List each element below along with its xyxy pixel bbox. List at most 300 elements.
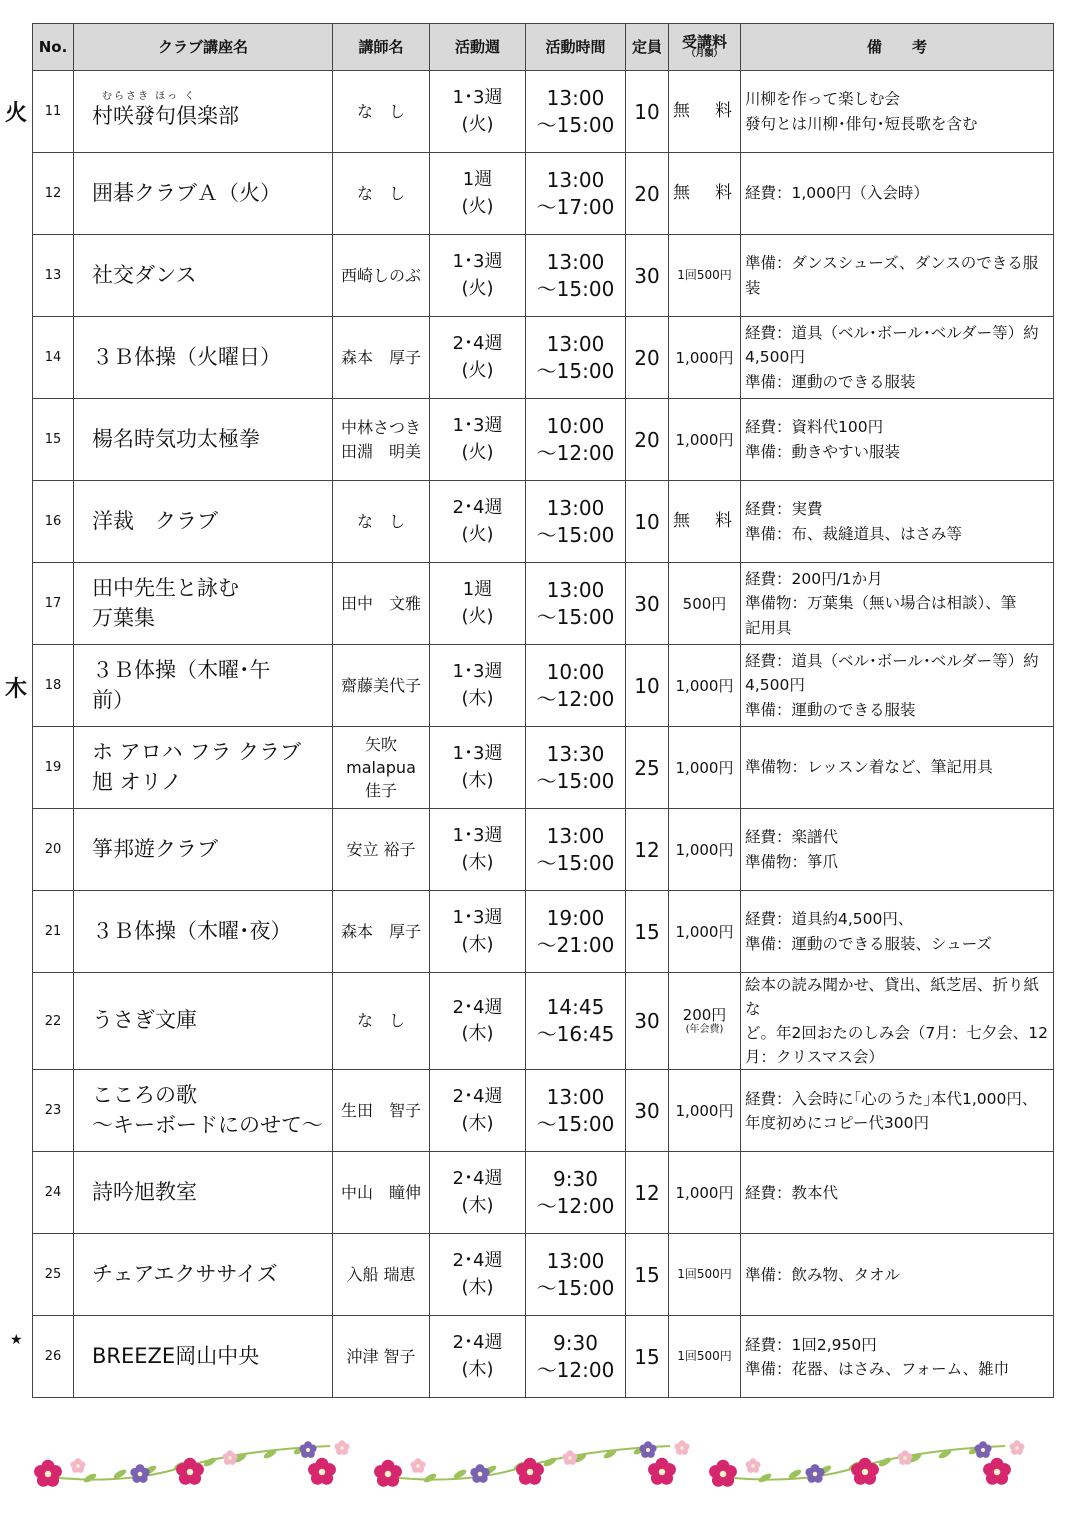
table-row bbox=[33, 1070, 1054, 1152]
club-name-cell bbox=[74, 891, 333, 973]
club-name-cell bbox=[74, 317, 333, 399]
activity-time: 13:00 bbox=[546, 1084, 605, 1109]
activity-time: 19:00 bbox=[546, 905, 605, 930]
notes-line: 経費：資料代100円 bbox=[745, 418, 884, 437]
teacher-cell bbox=[333, 809, 430, 891]
fee-value: 1,000円 bbox=[675, 348, 734, 367]
flower-center bbox=[416, 1464, 420, 1468]
notes-cell bbox=[741, 1234, 1054, 1316]
notes-line: 川柳を作って楽しむ会 bbox=[745, 90, 901, 109]
notes-cell bbox=[741, 1152, 1054, 1234]
club-name-cell bbox=[74, 973, 333, 1070]
activity-week: 1･3週 bbox=[452, 661, 503, 683]
fee-value: 1,000円 bbox=[675, 430, 734, 449]
activity-week-cell bbox=[430, 809, 526, 891]
notes-cell bbox=[741, 809, 1054, 891]
teacher-cell bbox=[333, 1152, 430, 1234]
flower-center bbox=[903, 1456, 907, 1460]
notes-cell bbox=[741, 235, 1054, 317]
flower-center bbox=[862, 1469, 869, 1476]
flower-petal bbox=[516, 1463, 529, 1476]
activity-time-cell bbox=[526, 809, 626, 891]
notes-line: 準備：運動のできる服装 bbox=[745, 700, 916, 719]
activity-week: (火) bbox=[461, 605, 494, 627]
activity-week: (火) bbox=[461, 523, 494, 545]
notes-line: 記用具 bbox=[745, 618, 792, 637]
activity-time: ～17:00 bbox=[536, 194, 615, 219]
flower-center bbox=[646, 1448, 650, 1452]
club-number: 11 bbox=[33, 71, 74, 153]
activity-time: ～12:00 bbox=[536, 1357, 615, 1382]
fee-cell bbox=[669, 71, 741, 153]
fee-cell bbox=[669, 1234, 741, 1316]
notes-line: 経費：200円/1か月 bbox=[745, 570, 883, 589]
club-name-cell bbox=[74, 645, 333, 727]
header-fee-label: 受講料 bbox=[681, 32, 727, 51]
teacher-name: 安立 裕子 bbox=[346, 839, 416, 859]
club-name: 洋裁 クラブ bbox=[92, 508, 218, 533]
table-row bbox=[33, 399, 1054, 481]
notes-line: 経費：実費 bbox=[745, 500, 823, 519]
capacity: 30 bbox=[626, 235, 669, 317]
activity-week: 2･4週 bbox=[452, 1250, 503, 1272]
fee-value: 1,000円 bbox=[675, 840, 734, 859]
activity-time: ～15:00 bbox=[536, 522, 615, 547]
activity-week-cell bbox=[430, 563, 526, 645]
table-row bbox=[33, 1152, 1054, 1234]
teacher-name: malapua bbox=[346, 757, 416, 777]
activity-time: ～12:00 bbox=[536, 1193, 615, 1218]
notes-line: 経費：教本代 bbox=[745, 1183, 839, 1202]
teacher-name: 中山 瞳伸 bbox=[340, 1182, 421, 1202]
club-number: 25 bbox=[33, 1234, 74, 1316]
club-name: ホ アロハ フラ クラブ bbox=[92, 740, 302, 765]
teacher-cell bbox=[333, 481, 430, 563]
notes-line: 準備：布、裁縫道具、はさみ等 bbox=[745, 524, 963, 543]
notes-line: 準備：動きやすい服装 bbox=[745, 442, 901, 461]
flower-center bbox=[340, 1446, 344, 1450]
notes-line: ど。年2回おたのしみ会（7月：七夕会、12 bbox=[745, 1024, 1048, 1043]
activity-time: 9:30 bbox=[553, 1330, 598, 1355]
activity-week: 1･3週 bbox=[452, 743, 503, 765]
teacher-cell bbox=[333, 1316, 430, 1398]
flower-petal bbox=[898, 1453, 905, 1460]
notes-line: 準備：ダンスシューズ、ダンスのできる服装 bbox=[745, 254, 1039, 297]
activity-week: (木) bbox=[461, 851, 494, 873]
capacity: 12 bbox=[626, 1152, 669, 1234]
activity-week: (火) bbox=[461, 113, 494, 135]
notes-line: 経費：1,000円（入会時） bbox=[745, 184, 929, 203]
notes-line: 準備物：箏爪 bbox=[745, 852, 839, 871]
fee-cell bbox=[669, 153, 741, 235]
activity-week: 2･4週 bbox=[452, 1086, 503, 1108]
activity-time-cell bbox=[526, 1152, 626, 1234]
capacity: 20 bbox=[626, 399, 669, 481]
activity-week: 1･3週 bbox=[452, 907, 503, 929]
tuesday-marker: 火 bbox=[4, 101, 27, 126]
fee-cell bbox=[669, 399, 741, 481]
activity-week: (木) bbox=[461, 687, 494, 709]
activity-time-cell bbox=[526, 1234, 626, 1316]
activity-week-cell bbox=[430, 235, 526, 317]
activity-time-cell bbox=[526, 645, 626, 727]
table-body bbox=[33, 71, 1054, 1398]
club-name: ～キーボードにのせて～ bbox=[92, 1112, 323, 1137]
activity-week-cell bbox=[430, 399, 526, 481]
activity-week: (木) bbox=[461, 1358, 494, 1380]
notes-cell bbox=[741, 399, 1054, 481]
activity-week: 1週 bbox=[462, 169, 493, 191]
fee-cell bbox=[669, 1316, 741, 1398]
fee-value: 1,000円 bbox=[675, 1101, 734, 1120]
capacity: 30 bbox=[626, 973, 669, 1070]
flower-center bbox=[527, 1469, 534, 1476]
teacher-name: 矢吹 bbox=[364, 734, 397, 754]
table-row bbox=[33, 973, 1054, 1070]
table-row bbox=[33, 153, 1054, 235]
activity-time: 13:00 bbox=[546, 167, 605, 192]
club-name: 前） bbox=[92, 687, 134, 712]
flower-center bbox=[228, 1456, 232, 1460]
club-name: ３Ｂ体操（木曜･夜） bbox=[92, 918, 292, 943]
header-week: 活動週 bbox=[430, 24, 526, 71]
flower-petal bbox=[34, 1465, 47, 1478]
teacher-name: 中林さつき bbox=[340, 418, 421, 438]
fee-value: 200円 bbox=[682, 1006, 727, 1025]
activity-time: 13:00 bbox=[546, 495, 605, 520]
club-number: 14 bbox=[33, 317, 74, 399]
activity-time: 10:00 bbox=[546, 659, 605, 684]
activity-time-cell bbox=[526, 727, 626, 809]
flower-center bbox=[751, 1464, 755, 1468]
notes-cell bbox=[741, 563, 1054, 645]
flower-center bbox=[76, 1464, 80, 1468]
header-fee-sub: （月額） bbox=[686, 49, 723, 60]
notes-line: 経費：道具（ベル･ボール･ベルダー等）約 bbox=[745, 652, 1039, 671]
activity-week: (木) bbox=[461, 769, 494, 791]
capacity: 25 bbox=[626, 727, 669, 809]
activity-week: 2･4週 bbox=[452, 1168, 503, 1190]
activity-time-cell bbox=[526, 891, 626, 973]
club-name: ３Ｂ体操（火曜日） bbox=[92, 344, 281, 369]
thursday-marker: 木 bbox=[4, 677, 27, 702]
teacher-name: 森本 厚子 bbox=[340, 921, 421, 941]
header-time: 活動時間 bbox=[526, 24, 626, 71]
activity-time: 13:00 bbox=[546, 577, 605, 602]
activity-time-cell bbox=[526, 481, 626, 563]
capacity: 10 bbox=[626, 481, 669, 563]
activity-time: ～15:00 bbox=[536, 1111, 615, 1136]
flower-garland-decoration bbox=[30, 1428, 1050, 1498]
activity-time: 13:00 bbox=[546, 1248, 605, 1273]
notes-cell bbox=[741, 1070, 1054, 1152]
teacher-name: な し bbox=[356, 511, 405, 531]
fee-cell bbox=[669, 481, 741, 563]
activity-week-cell bbox=[430, 1234, 526, 1316]
activity-week: 1週 bbox=[462, 579, 493, 601]
club-name: 田中先生と詠む bbox=[92, 576, 239, 601]
activity-time: 13:00 bbox=[546, 823, 605, 848]
capacity: 15 bbox=[626, 1234, 669, 1316]
flower-petal bbox=[71, 1461, 78, 1468]
fee-value: 1回500円 bbox=[677, 1349, 732, 1364]
fee-cell bbox=[669, 563, 741, 645]
teacher-cell bbox=[333, 153, 430, 235]
activity-time-cell bbox=[526, 1316, 626, 1398]
flower-center bbox=[478, 1472, 483, 1477]
fee-value: 1,000円 bbox=[675, 676, 734, 695]
header-fee bbox=[669, 24, 741, 71]
club-name-cell bbox=[74, 399, 333, 481]
activity-week-cell bbox=[430, 1070, 526, 1152]
capacity: 15 bbox=[626, 891, 669, 973]
table-row bbox=[33, 235, 1054, 317]
notes-line: 準備物：レッスン着など、筆記用具 bbox=[745, 758, 993, 777]
club-name: うさぎ文庫 bbox=[92, 1008, 197, 1033]
activity-time-cell bbox=[526, 563, 626, 645]
activity-time: 13:00 bbox=[546, 331, 605, 356]
notes-cell bbox=[741, 153, 1054, 235]
activity-week: 1･3週 bbox=[452, 825, 503, 847]
table-row bbox=[33, 563, 1054, 645]
header-no: No. bbox=[33, 24, 74, 71]
flower-petal bbox=[563, 1453, 570, 1460]
notes-line: 年度初めにコピー代300円 bbox=[745, 1113, 929, 1132]
teacher-name: 森本 厚子 bbox=[340, 347, 421, 367]
flower-center bbox=[1015, 1446, 1019, 1450]
flower-petal bbox=[176, 1463, 189, 1476]
teacher-name: 田淵 明美 bbox=[340, 441, 421, 461]
table-row bbox=[33, 1234, 1054, 1316]
flower-petal bbox=[470, 1468, 479, 1477]
club-number: 24 bbox=[33, 1152, 74, 1234]
activity-time: ～15:00 bbox=[536, 1275, 615, 1300]
club-name-cell bbox=[74, 727, 333, 809]
activity-time: ～12:00 bbox=[536, 686, 615, 711]
teacher-cell bbox=[333, 1070, 430, 1152]
activity-week-cell bbox=[430, 153, 526, 235]
activity-week: 2･4週 bbox=[452, 1332, 503, 1354]
teacher-name: 佳子 bbox=[364, 781, 397, 801]
fee-note: (年会費) bbox=[685, 1024, 724, 1036]
activity-week: (火) bbox=[461, 359, 494, 381]
notes-line: 4,500円 bbox=[745, 676, 805, 695]
activity-time: ～15:00 bbox=[536, 604, 615, 629]
club-number: 20 bbox=[33, 809, 74, 891]
notes-line: 準備：運動のできる服装 bbox=[745, 372, 916, 391]
capacity: 30 bbox=[626, 1070, 669, 1152]
flower-petal bbox=[223, 1453, 230, 1460]
fee-value: 1回500円 bbox=[677, 1267, 732, 1282]
fee-cell bbox=[669, 809, 741, 891]
garland-leaf bbox=[757, 1472, 772, 1484]
activity-time: ～15:00 bbox=[536, 768, 615, 793]
club-name-cell bbox=[74, 563, 333, 645]
flower-petal bbox=[974, 1445, 982, 1453]
notes-line: 月：クリスマス会） bbox=[745, 1048, 884, 1067]
notes-line: 経費：道具約4,500円、 bbox=[745, 910, 914, 929]
activity-time-cell bbox=[526, 973, 626, 1070]
club-number: 22 bbox=[33, 973, 74, 1070]
activity-time: 13:00 bbox=[546, 249, 605, 274]
table-header-row bbox=[33, 24, 1054, 71]
club-name: 万葉集 bbox=[92, 605, 155, 630]
activity-time-cell bbox=[526, 153, 626, 235]
activity-time-cell bbox=[526, 399, 626, 481]
flower-petal bbox=[1010, 1443, 1017, 1450]
club-name-cell bbox=[74, 809, 333, 891]
activity-week-cell bbox=[430, 891, 526, 973]
capacity: 10 bbox=[626, 71, 669, 153]
table-row bbox=[33, 1316, 1054, 1398]
flower-center bbox=[981, 1448, 985, 1452]
table-row bbox=[33, 809, 1054, 891]
club-name-with-ruby bbox=[92, 92, 239, 131]
fee-cell bbox=[669, 235, 741, 317]
notes-line: 経費：入会時に｢心のうた｣本代1,000円、 bbox=[745, 1089, 1038, 1108]
fee-cell bbox=[669, 645, 741, 727]
club-name: 囲碁クラブＡ（火） bbox=[92, 180, 281, 205]
fee-cell bbox=[669, 1070, 741, 1152]
activity-week-cell bbox=[430, 71, 526, 153]
activity-week: 1･3週 bbox=[452, 415, 503, 437]
garland-leaf bbox=[422, 1472, 437, 1484]
teacher-name: 齋藤美代子 bbox=[340, 675, 421, 695]
flower-center bbox=[319, 1469, 326, 1476]
activity-week-cell bbox=[430, 1316, 526, 1398]
notes-cell bbox=[741, 317, 1054, 399]
flower-center bbox=[720, 1471, 727, 1478]
club-name-cell bbox=[74, 71, 333, 153]
flower-center bbox=[994, 1469, 1001, 1476]
activity-time-cell bbox=[526, 71, 626, 153]
teacher-cell bbox=[333, 645, 430, 727]
club-number: 21 bbox=[33, 891, 74, 973]
activity-week-cell bbox=[430, 973, 526, 1070]
club-number: 12 bbox=[33, 153, 74, 235]
fee-value: 無 料 bbox=[673, 101, 736, 122]
teacher-cell bbox=[333, 563, 430, 645]
club-schedule-table bbox=[32, 23, 1054, 1398]
club-name: チェアエクササイズ bbox=[92, 1261, 278, 1286]
flower-petal bbox=[746, 1461, 753, 1468]
activity-week: 1･3週 bbox=[452, 87, 503, 109]
activity-time-cell bbox=[526, 235, 626, 317]
notes-line: 4,500円 bbox=[745, 348, 805, 367]
notes-line: 準備：花器、はさみ、フォーム、雑巾 bbox=[745, 1359, 1010, 1378]
teacher-cell bbox=[333, 891, 430, 973]
activity-time: 13:00 bbox=[546, 85, 605, 110]
capacity: 15 bbox=[626, 1316, 669, 1398]
fee-cell bbox=[669, 317, 741, 399]
club-number: 18 bbox=[33, 645, 74, 727]
table-row bbox=[33, 317, 1054, 399]
activity-time: ～21:00 bbox=[536, 932, 615, 957]
table-row bbox=[33, 71, 1054, 153]
flower-petal bbox=[639, 1445, 647, 1453]
activity-week: (火) bbox=[461, 277, 494, 299]
fee-cell bbox=[669, 727, 741, 809]
notes-cell bbox=[741, 71, 1054, 153]
activity-time: 13:30 bbox=[546, 741, 605, 766]
activity-time: ～15:00 bbox=[536, 112, 615, 137]
activity-week-cell bbox=[430, 481, 526, 563]
notes-cell bbox=[741, 891, 1054, 973]
club-name-cell bbox=[74, 153, 333, 235]
club-name: 詩吟旭教室 bbox=[92, 1179, 197, 1204]
activity-week: (火) bbox=[461, 441, 494, 463]
flower-petal bbox=[648, 1463, 661, 1476]
teacher-cell bbox=[333, 399, 430, 481]
fee-value: 1,000円 bbox=[675, 1183, 734, 1202]
activity-week: 1･3週 bbox=[452, 251, 503, 273]
club-name-cell bbox=[74, 1234, 333, 1316]
capacity: 20 bbox=[626, 317, 669, 399]
star-marker: ★ bbox=[10, 1332, 23, 1348]
table-row bbox=[33, 727, 1054, 809]
activity-week: (木) bbox=[461, 1276, 494, 1298]
activity-time-cell bbox=[526, 317, 626, 399]
teacher-cell bbox=[333, 973, 430, 1070]
flower-center bbox=[659, 1469, 666, 1476]
club-name-cell bbox=[74, 1152, 333, 1234]
activity-time: ～15:00 bbox=[536, 358, 615, 383]
flower-center bbox=[680, 1446, 684, 1450]
activity-week: (木) bbox=[461, 1194, 494, 1216]
teacher-name: 田中 文雅 bbox=[340, 593, 421, 613]
activity-time: ～12:00 bbox=[536, 440, 615, 465]
club-number: 17 bbox=[33, 563, 74, 645]
flower-petal bbox=[851, 1463, 864, 1476]
teacher-name: 沖津 智子 bbox=[346, 1346, 416, 1366]
teacher-name: な し bbox=[356, 101, 405, 121]
notes-line: 準備物：万葉集（無い場合は相談）、筆 bbox=[745, 594, 1017, 613]
fee-value: 1回500円 bbox=[677, 268, 732, 283]
activity-week: (木) bbox=[461, 1112, 494, 1134]
flower-petal bbox=[983, 1463, 996, 1476]
club-number: 15 bbox=[33, 399, 74, 481]
table-row bbox=[33, 481, 1054, 563]
notes-cell bbox=[741, 481, 1054, 563]
club-number: 16 bbox=[33, 481, 74, 563]
club-name: 社交ダンス bbox=[92, 262, 197, 287]
flower-petal bbox=[130, 1468, 139, 1477]
notes-line: 準備：飲み物、タオル bbox=[745, 1265, 901, 1284]
teacher-cell bbox=[333, 235, 430, 317]
teacher-name: な し bbox=[356, 1011, 405, 1031]
notes-cell bbox=[741, 973, 1054, 1070]
club-number: 26 bbox=[33, 1316, 74, 1398]
flower-center bbox=[385, 1471, 392, 1478]
fee-cell bbox=[669, 1152, 741, 1234]
header-club-name: クラブ講座名 bbox=[74, 24, 333, 71]
fee-cell bbox=[669, 891, 741, 973]
teacher-name: 入船 瑞恵 bbox=[346, 1264, 416, 1284]
flower-petal bbox=[374, 1465, 387, 1478]
activity-week-cell bbox=[430, 645, 526, 727]
club-number: 13 bbox=[33, 235, 74, 317]
notes-cell bbox=[741, 727, 1054, 809]
activity-time: 9:30 bbox=[553, 1166, 598, 1191]
notes-line: 経費：1回2,950円 bbox=[745, 1335, 877, 1354]
club-name: BREEZE岡山中央 bbox=[92, 1343, 260, 1368]
flower-center bbox=[306, 1448, 310, 1452]
club-number: 23 bbox=[33, 1070, 74, 1152]
teacher-cell bbox=[333, 727, 430, 809]
flower-petal bbox=[299, 1445, 307, 1453]
flower-center bbox=[187, 1469, 194, 1476]
flower-petal bbox=[308, 1463, 321, 1476]
